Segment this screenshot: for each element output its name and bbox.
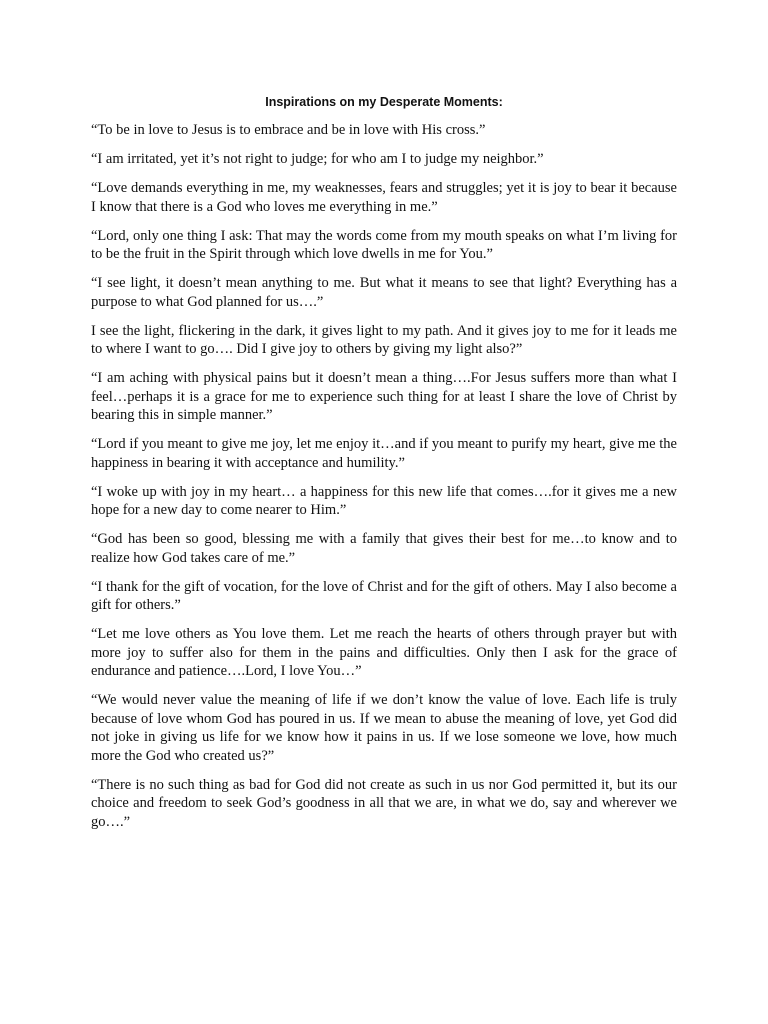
paragraph-6: I see the light, flickering in the dark, it gives light to my path. And it gives joy to me for it leads me to where I want to go…. Did I give joy to others by giving my light also?” [91, 322, 677, 357]
document-page [91, 93, 677, 842]
paragraph-3: “Love demands everything in me, my weaknesses, fears and struggles; yet it is joy to bear it because I know that there is a God who loves me everything in me.” [91, 180, 677, 215]
paragraph-2: “I am irritated, yet it’s not right to judge; for who am I to judge my neighbor.” [91, 151, 544, 167]
paragraph-14: “There is no such thing as bad for God did not create as such in us nor God permitted it, but its our choice and freedom to seek God’s goodness in all that we are, in what we do, say and wherever we go….” [91, 776, 677, 830]
document-title: Inspirations on my Desperate Moments: [265, 95, 503, 109]
paragraph-11: “I thank for the gift of vocation, for the love of Christ and for the gift of others. May I also become a gift for others.” [91, 578, 677, 613]
paragraph-12: “Let me love others as You love them. Let me reach the hearts of others through prayer but with more joy to suffer also for them in the pains and difficulties. Only then I ask for the grace of endurance and patience….Lord, I love You…” [91, 626, 677, 679]
paragraph-8: “Lord if you meant to give me joy, let me enjoy it…and if you meant to purify my heart, give me the happiness in bearing it with acceptance and humility.” [91, 436, 677, 471]
paragraph-13: “We would never value the meaning of life if we don’t know the value of love. Each life is truly because of love whom God has poured in us. If we mean to abuse the meaning of love, yet God did not joke in giving us life for we know how it pains in us. If we lose someone we love, how much more the God who created us?” [91, 692, 677, 764]
paragraph-4: “Lord, only one thing I ask: That may the words come from my mouth speaks on what I’m living for to be the fruit in the Spirit through which love dwells in me for You.” [91, 227, 677, 262]
paragraph-1: “To be in love to Jesus is to embrace and be in love with His cross.” [91, 122, 486, 138]
paragraph-10: “God has been so good, blessing me with a family that gives their best for me…to know and to realize how God takes care of me.” [91, 531, 677, 566]
paragraph-9: “I woke up with joy in my heart… a happiness for this new life that comes….for it gives me a new hope for a new day to come nearer to Him.” [91, 483, 677, 518]
paragraph-7: “I am aching with physical pains but it doesn’t mean a thing….For Jesus suffers more than what I feel…perhaps it is a grace for me to experience such thing for at least I share the love of Christ by bearing this in simple manner.” [91, 370, 677, 423]
paragraph-5: “I see light, it doesn’t mean anything to me. But what it means to see that light? Everything has a purpose to what God planned for us….” [91, 275, 677, 310]
